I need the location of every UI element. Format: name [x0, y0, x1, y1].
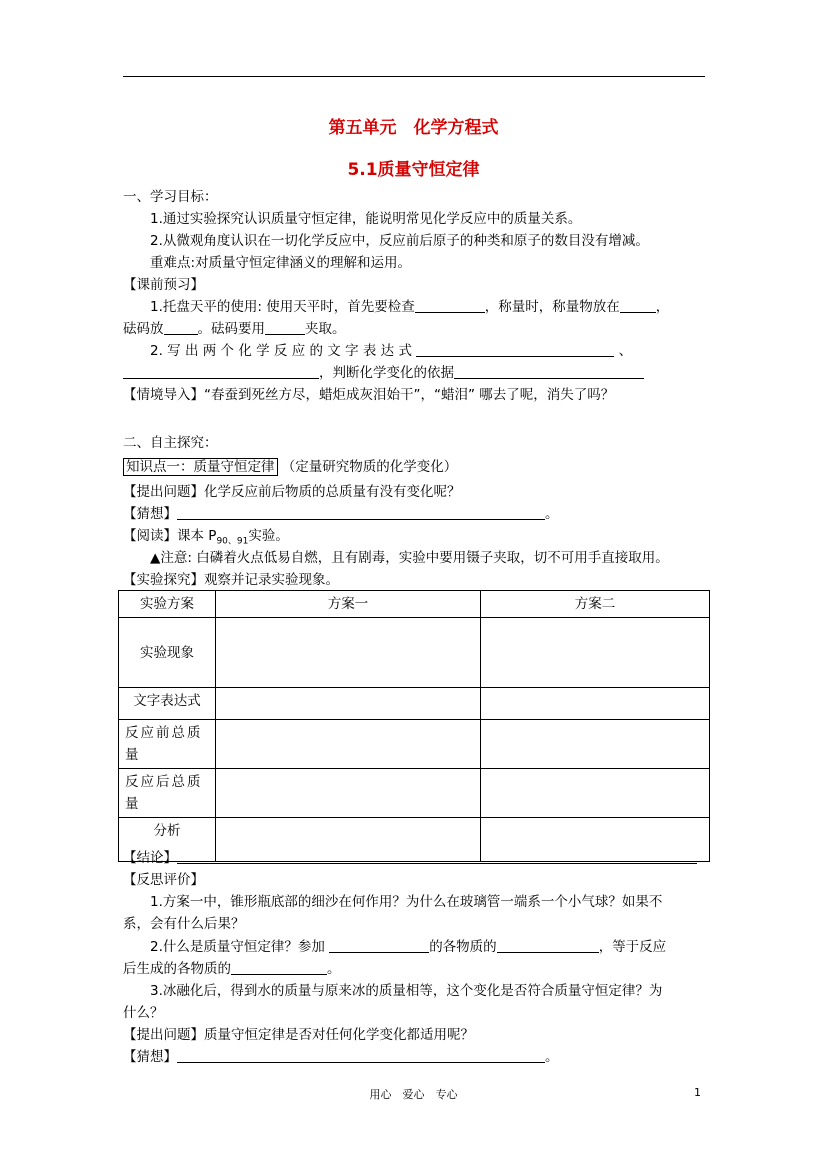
preview-item-1-cont: [123, 318, 346, 340]
conclusion: [123, 847, 697, 869]
text: 。: [545, 1049, 559, 1065]
goal-2: 2.从微观角度认识在一切化学反应中，反应前后原子的种类和原子的数目没有增减。: [150, 233, 649, 249]
header-cell: 方案二: [481, 591, 710, 618]
text: ，判断化学变化的依据: [319, 365, 454, 381]
text: 【结论】: [123, 850, 177, 866]
row-label-text: 实验现象: [140, 644, 194, 661]
text: ，: [655, 299, 670, 315]
header-rule: [123, 76, 705, 77]
text: 后生成的各物质的: [123, 961, 231, 977]
answer-cell[interactable]: [216, 720, 481, 769]
experiment-table: [118, 590, 710, 862]
text: 。: [327, 961, 341, 977]
reflection-3: 3.冰融化后，得到水的质量与原来冰的质量相等，这个变化是否符合质量守恒定律？为: [150, 983, 663, 999]
row-label: 反应前总质量: [119, 720, 216, 769]
row-label: 反应后总质量: [119, 769, 216, 818]
table-header-row: [119, 591, 710, 618]
key-points: 重难点:对质量守恒定律涵义的理解和运用。: [150, 255, 412, 271]
blank[interactable]: [231, 960, 327, 975]
unit-title: 第五单元 化学方程式: [328, 118, 499, 138]
answer-cell[interactable]: [481, 720, 710, 769]
table-row: [119, 618, 710, 688]
page-range: 90、91: [216, 536, 249, 547]
text: 。砝码要用: [197, 321, 265, 337]
blank[interactable]: [177, 1048, 545, 1063]
blank[interactable]: [177, 849, 697, 864]
knowledge-point-1: [123, 456, 457, 478]
table-row: [119, 688, 710, 720]
blank[interactable]: [265, 320, 305, 335]
answer-cell[interactable]: [216, 688, 481, 720]
text: 【猜想】: [123, 506, 177, 522]
question-2: 【提出问题】质量守恒定律是否对任何化学变化都适用呢？: [123, 1027, 474, 1043]
blank[interactable]: [164, 320, 198, 335]
text: 1.托盘天平的使用: 使用天平时，首先要检查: [150, 299, 415, 315]
section2-heading: 二、自主探究：: [123, 435, 218, 451]
blank[interactable]: [415, 298, 485, 313]
blank[interactable]: [177, 505, 545, 520]
text: 【阅读】课本 P: [123, 528, 217, 544]
text: ，称量时，称量物放在: [484, 299, 620, 315]
text: 2. 写 出 两 个 化 学 反 应 的 文 字 表 达 式: [150, 343, 412, 359]
preview-item-2: [150, 340, 632, 362]
footer-text: 用心 爱心 专心: [369, 1088, 458, 1101]
text: 实验。: [248, 528, 289, 544]
scenario-intro: 【情境导入】“春蚕到死丝方尽，蜡炬成灰泪始干”，“蜡泪” 哪去了呢，消失了吗？: [123, 387, 615, 403]
lesson-title: 5.1质量守恒定律: [347, 160, 480, 180]
preview-item-1: [150, 296, 669, 318]
answer-cell[interactable]: [481, 688, 710, 720]
section1-heading: 一、学习目标：: [123, 189, 218, 205]
blank[interactable]: [329, 938, 429, 953]
safety-note: ▲注意: 白磷着火点低易自燃，且有剧毒，实验中要用镊子夹取，切不可用手直接取用。: [150, 550, 669, 566]
text: 。: [545, 506, 559, 522]
page-number: 1: [694, 1086, 701, 1099]
preview-heading: 【课前预习】: [123, 277, 204, 293]
reflection-2: [150, 936, 666, 958]
answer-cell[interactable]: [481, 769, 710, 818]
text: 、: [618, 343, 633, 359]
text: 夹取。: [305, 321, 346, 337]
preview-item-2-cont: [123, 362, 644, 384]
header-cell: 实验方案: [119, 591, 216, 618]
guess-1: [123, 503, 559, 525]
table-row: [119, 720, 710, 769]
answer-cell[interactable]: [481, 618, 710, 688]
row-label: 文字表达式: [119, 688, 216, 720]
reflection-3-cont: 什么？: [123, 1005, 164, 1021]
text: 2.什么是质量守恒定律？参加: [150, 939, 325, 955]
explore-heading: 【实验探究】观察并记录实验现象。: [123, 572, 339, 588]
goal-1: 1.通过实验探究认识质量守恒定律，能说明常见化学反应中的质量关系。: [150, 211, 582, 227]
header-cell: 方案一: [216, 591, 481, 618]
question-1: 【提出问题】化学反应前后物质的总质量有没有变化呢？: [123, 484, 461, 500]
row-label: [119, 618, 216, 688]
text: ，等于反应: [598, 939, 667, 955]
blank[interactable]: [416, 342, 614, 357]
text: 砝码放: [123, 321, 164, 337]
blank[interactable]: [123, 364, 319, 379]
knowledge-point-box: 知识点一：质量守恒定律: [123, 458, 278, 476]
text: 的各物质的: [429, 939, 497, 955]
blank[interactable]: [620, 298, 656, 313]
reflection-1: 1.方案一中，锥形瓶底部的细沙在何作用？为什么在玻璃管一端系一个小气球？如果不: [150, 894, 663, 910]
row-label: 分析: [119, 818, 216, 862]
answer-cell[interactable]: [216, 769, 481, 818]
text: 【猜想】: [123, 1049, 177, 1065]
guess-2: [123, 1046, 559, 1068]
reflection-2-cont: [123, 958, 341, 980]
blank[interactable]: [497, 938, 599, 953]
reflection-1-cont: 系，会有什么后果？: [123, 916, 245, 932]
text: （定量研究物质的化学变化）: [281, 459, 458, 475]
answer-cell[interactable]: [216, 618, 481, 688]
blank[interactable]: [454, 364, 644, 379]
reflection-heading: 【反思评价】: [123, 872, 204, 888]
table-row: [119, 769, 710, 818]
